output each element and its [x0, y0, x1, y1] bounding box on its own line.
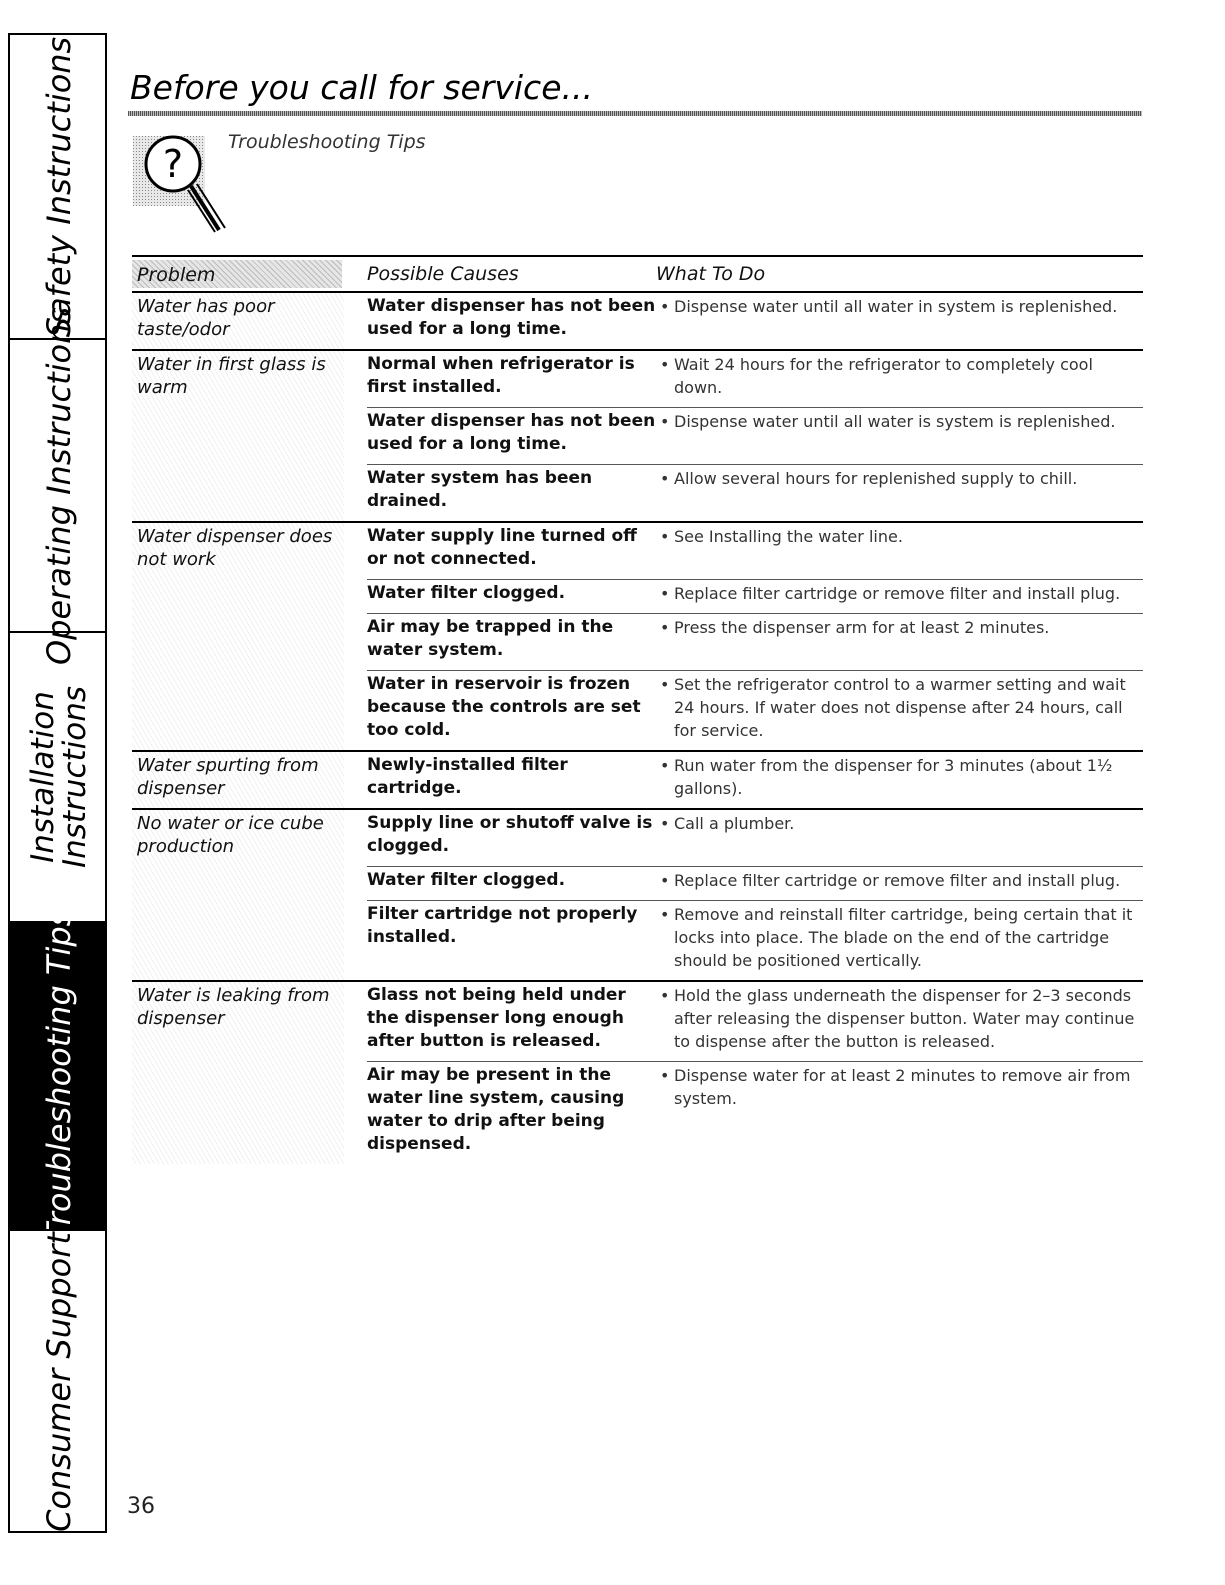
problem-cell: Water spurting from dispenser	[132, 752, 344, 808]
tab-installation-instructions[interactable]	[10, 631, 107, 921]
cause-cell: Water in reservoir is frozen because the controls are set too cold.	[367, 674, 641, 740]
table-row	[367, 351, 1143, 408]
tab-consumer-support[interactable]	[10, 1229, 107, 1533]
todo-cell: • Allow several hours for replenished supply to chill.	[657, 467, 1143, 513]
column-header-todo: What To Do	[656, 263, 766, 285]
problem-cell: Water dispenser does not work	[132, 523, 344, 750]
problem-group	[132, 810, 1143, 982]
problem-group	[132, 351, 1143, 523]
problem-cell: Water in first glass is warm	[132, 351, 344, 521]
tab-operating-instructions[interactable]	[10, 306, 107, 665]
todo-cell: • Hold the glass underneath the dispenser for 2–3 seconds after releasing the dispenser button. Water may continue to dispense after the button is released.	[657, 984, 1143, 1053]
svg-text:?: ?	[162, 142, 184, 186]
tab-label: Consumer Support	[39, 1232, 78, 1532]
table-row	[367, 293, 1143, 349]
tab-label-line1: Installation	[24, 691, 61, 863]
problem-group	[132, 293, 1143, 351]
table-header	[132, 255, 1143, 293]
problem-cell: Water is leaking from dispenser	[132, 982, 344, 1164]
tab-troubleshooting-tips[interactable]	[10, 909, 107, 1243]
section-tabs	[8, 33, 107, 1533]
table-row	[367, 867, 1143, 901]
table-row	[367, 580, 1143, 614]
todo-cell: • Remove and reinstall filter cartridge, being certain that it locks into place. The blade on the end of the cartridge should be positioned vertically.	[657, 903, 1143, 972]
tab-label: Operating Instructions	[39, 306, 78, 665]
cause-cell: Air may be present in the water line system, causing water to drip after being dispensed.	[367, 1065, 625, 1154]
todo-cell: • Replace filter cartridge or remove filter and install plug.	[657, 582, 1143, 605]
table-row	[367, 671, 1143, 750]
table-row	[367, 810, 1143, 867]
cause-cell: Water filter clogged.	[367, 583, 566, 603]
divider	[10, 1531, 107, 1533]
cause-cell: Water dispenser has not been used for a long time.	[367, 296, 656, 339]
tab-label: Safety Instructions	[39, 36, 78, 337]
problem-cell: No water or ice cube production	[132, 810, 344, 980]
title-divider	[128, 111, 1142, 116]
todo-cell: • Call a plumber.	[657, 812, 1143, 858]
section-subtitle: Troubleshooting Tips	[228, 131, 426, 153]
todo-cell: • Dispense water until all water is system is replenished.	[657, 410, 1143, 456]
table-row	[367, 982, 1143, 1062]
todo-cell: • Replace filter cartridge or remove filter and install plug.	[657, 869, 1143, 892]
cause-cell: Supply line or shutoff valve is clogged.	[367, 813, 653, 856]
todo-cell: • See Installing the water line.	[657, 525, 1143, 571]
column-header-problem: Problem	[132, 260, 342, 288]
tab-label-line2: Instructions	[56, 685, 93, 869]
cause-cell: Water filter clogged.	[367, 870, 566, 890]
cause-cell: Glass not being held under the dispenser long enough after button is released.	[367, 985, 626, 1051]
page-title: Before you call for service...	[130, 68, 593, 107]
problem-group	[132, 523, 1143, 752]
table-row	[367, 614, 1143, 671]
cause-cell: Water system has been drained.	[367, 468, 593, 511]
todo-cell: • Wait 24 hours for the refrigerator to completely cool down.	[657, 353, 1143, 399]
todo-cell: • Set the refrigerator control to a warmer setting and wait 24 hours. If water does not dispense after 24 hours, call for service.	[657, 673, 1143, 742]
troubleshooting-table	[132, 255, 1143, 1164]
tab-label	[24, 685, 93, 869]
table-row	[367, 523, 1143, 580]
cause-cell: Normal when refrigerator is first installed.	[367, 354, 635, 397]
page-number: 36	[127, 1494, 155, 1519]
cause-cell: Newly-installed filter cartridge.	[367, 755, 568, 798]
problem-cell: Water has poor taste/odor	[132, 293, 344, 349]
table-row	[367, 408, 1143, 465]
table-row	[367, 901, 1143, 980]
cause-cell: Water dispenser has not been used for a long time.	[367, 411, 656, 454]
todo-cell: • Dispense water for at least 2 minutes to remove air from system.	[657, 1064, 1143, 1156]
todo-cell: • Press the dispenser arm for at least 2 minutes.	[657, 616, 1143, 662]
tab-label: Troubleshooting Tips	[39, 909, 78, 1243]
todo-cell: • Dispense water until all water in system is replenished.	[657, 295, 1143, 341]
cause-cell: Filter cartridge not properly installed.	[367, 904, 638, 947]
table-row	[367, 752, 1143, 808]
tab-safety-instructions[interactable]	[10, 33, 107, 338]
cause-cell: Water supply line turned off or not connected.	[367, 526, 637, 569]
todo-cell: • Run water from the dispenser for 3 minutes (about 1½ gallons).	[657, 754, 1143, 800]
table-row	[367, 465, 1143, 521]
problem-group	[132, 752, 1143, 810]
cause-cell: Air may be trapped in the water system.	[367, 617, 614, 660]
table-row	[367, 1062, 1143, 1164]
column-header-causes: Possible Causes	[367, 263, 519, 285]
problem-group	[132, 982, 1143, 1164]
question-magnifier-icon	[133, 130, 233, 236]
